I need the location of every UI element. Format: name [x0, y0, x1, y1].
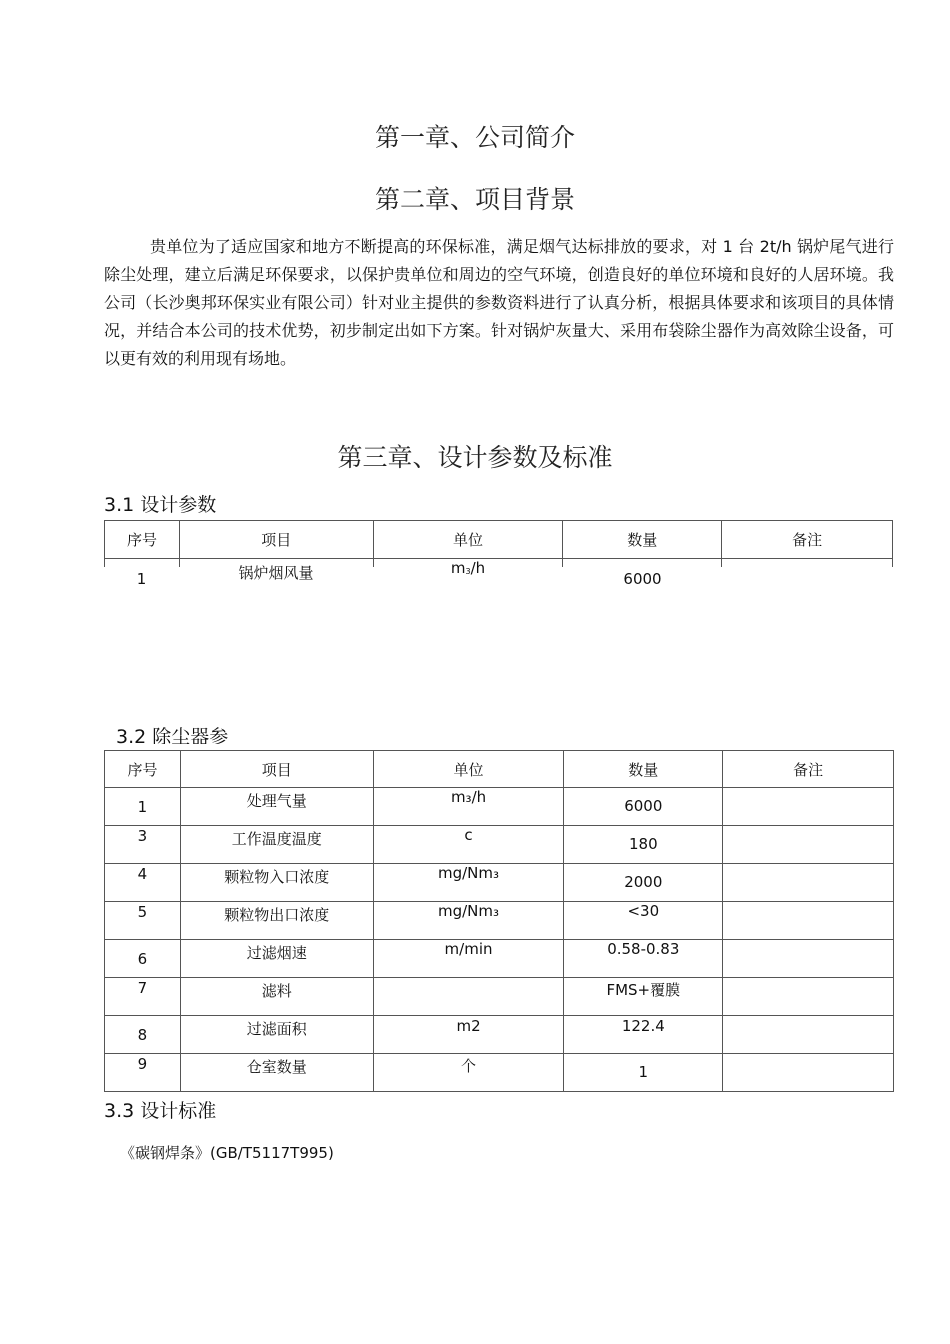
cell-no: 7 [137, 979, 148, 997]
cell-no: 4 [137, 865, 148, 883]
cell-no: 3 [137, 827, 148, 845]
background-text: 贵单位为了适应国家和地方不断提高的环保标准，满足烟气达标排放的要求，对 1 台 2t/h 锅炉尾气进行除尘处理，建立后满足环保要求，以保护贵单位和周边的空气环境，创造良好的单位环境和良好的人居环境。我公司（长沙奥邦环保实业有限公司）针对业主提供的参数资料进行了认真分析，根据具体要求和该项目的具体情况，并结合本公司的技术优势，初步制定出如下方案。针对锅炉灰量大、采用布袋除尘器作为高效除尘设备，可以更有效的利用现有场地。 [104, 237, 894, 368]
row-qty: 6000 [623, 570, 662, 588]
cell-qty: 122.4 [621, 1017, 665, 1035]
row-item: 锅炉烟风量 [238, 564, 314, 582]
cell-unit: c [464, 826, 473, 844]
chapter-3-title: 第三章、设计参数及标准 [337, 443, 613, 472]
header-no: 序号 [105, 521, 180, 559]
cell-unit: m₃/h [450, 788, 487, 806]
cell-no: 1 [137, 798, 148, 816]
cell-item: 颗粒物入口浓度 [224, 868, 330, 886]
cell-item: 颗粒物出口浓度 [224, 906, 330, 924]
header-unit: 单位 [373, 751, 564, 788]
table-header-row [105, 521, 893, 559]
table-row [105, 902, 894, 940]
header-no: 序号 [105, 751, 181, 788]
cell-item: 仓室数量 [246, 1058, 307, 1076]
cell-unit: m/min [444, 940, 493, 958]
cell-unit: mg/Nm₃ [438, 902, 500, 920]
chapter-2-title: 第二章、项目背景 [374, 185, 575, 214]
table-row [105, 978, 894, 1016]
cell-no: 5 [137, 903, 148, 921]
header-note: 备注 [722, 521, 893, 559]
header-qty: 数量 [564, 751, 723, 788]
cell-unit: m2 [456, 1017, 481, 1035]
table-header-row [105, 751, 894, 788]
table-row [105, 1016, 894, 1054]
cell-no: 8 [137, 1026, 148, 1044]
header-item: 项目 [180, 751, 373, 788]
cell-qty: 0.58-0.83 [607, 940, 680, 958]
cell-item: 工作温度温度 [231, 830, 322, 848]
section-3-1-title: 3.1 设计参数 [104, 494, 217, 516]
cell-unit: mg/Nm₃ [438, 864, 500, 882]
chapter-1-title: 第一章、公司简介 [374, 123, 575, 152]
cell-item: 过滤面积 [246, 1020, 307, 1038]
row-no: 1 [136, 570, 147, 588]
cell-no: 6 [137, 950, 148, 968]
header-item: 项目 [179, 521, 373, 559]
cell-item: 过滤烟速 [246, 944, 307, 962]
header-qty: 数量 [563, 521, 722, 559]
cell-qty: FMS+覆膜 [606, 981, 681, 999]
cell-qty: 1 [638, 1063, 649, 1081]
header-note: 备注 [723, 751, 894, 788]
table-row [105, 788, 894, 826]
row-unit: $m_3/h$ [450, 559, 486, 577]
table-row [105, 1054, 894, 1092]
dust-collector-table [104, 750, 894, 1092]
cell-qty: 6000 [624, 797, 663, 815]
cell-qty: 180 [628, 835, 658, 853]
cell-item: 处理气量 [246, 792, 307, 810]
cell-qty: 2000 [624, 873, 663, 891]
table-row [105, 864, 894, 902]
header-unit: 单位 [373, 521, 563, 559]
table-row [105, 826, 894, 864]
cell-item: 滤料 [261, 982, 292, 1000]
section-3-2-title: 3.2 除尘器参 [116, 726, 229, 744]
section-3-3-title: 3.3 设计标准 [104, 1100, 217, 1122]
cell-qty: <30 [627, 902, 660, 920]
cell-unit: 个 [461, 1057, 477, 1075]
standard-reference: 《碳钢焊条》(GB/T5117T995) [120, 1144, 334, 1162]
cell-no: 9 [137, 1055, 148, 1073]
background-paragraph [104, 233, 894, 373]
table-row [105, 940, 894, 978]
